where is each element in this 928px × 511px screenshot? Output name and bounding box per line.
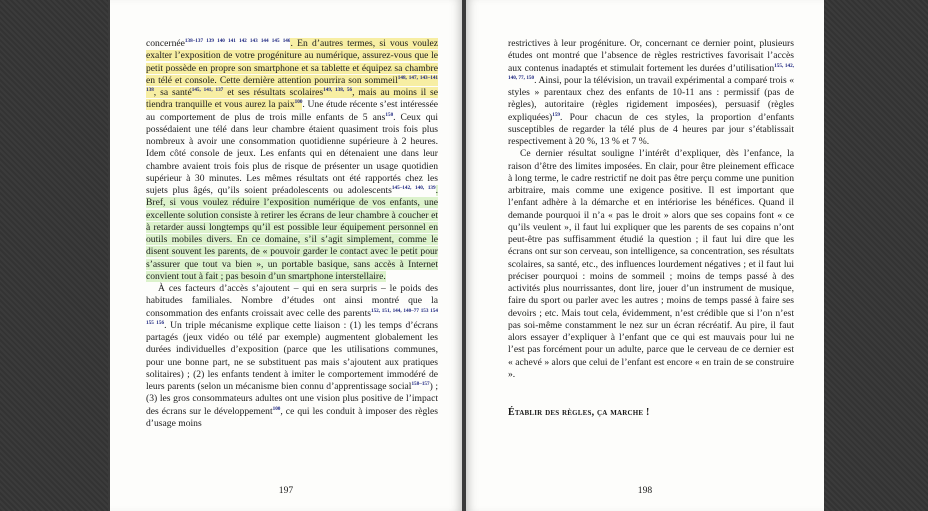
citation-ref[interactable]: 155, 142, 140, 77, 150: [508, 62, 795, 81]
paragraph: [146, 38, 438, 283]
highlight-green: . Bref, si vous voulez réduire l’exposition numérique de vos enfants, une excellente solution consiste à retirer les écrans de leur chambre à coucher et à retarder aussi longtemps qu’il est possible leur équipement personnel en outils mobiles divers. En ce domaine, s’il s’agit simplement, comme le disent souvent les parents, de « pouvoir garder le contact avec le petit pour s’assurer que tout va bien », un portable basique, sans accès à Internet convient tout à fait ; pas besoin d’un smartphone interstellaire.: [146, 185, 439, 282]
text-run: et ses résultats scolaires: [223, 87, 324, 98]
text-run: . Ceux qui possédaient une télé dans leur chambre étaient quasiment trois fois plus nombreux à avoir une consommation quotidienne supérieure à 2 heures. Idem côté console de jeux. Les enfants qui en détenaient une dans leur chambre avaient trois fois plus de risque de présenter un usage quotidien supérieur à 30 minutes. Les mêmes résultats ont été rapportés chez les sujets plus âgés, qu’ils soient préadolescents ou adolescents: [146, 111, 438, 196]
text-run: concernée: [146, 38, 185, 49]
paragraph: Ce dernier résultat souligne l’intérêt d’expliquer, dès l’enfance, la raison d’être des limites imposées. En clair, pour être pleinement efficace à long terme, le cadre restrictif ne doit pas être perçu comme une punition arbitraire, mais comme une exigence positive. Il est important que l’enfant adhère à la démarche et en intériorise les bénéfices. Quand il demande pourquoi il n’a « pas le droit » alors que ses copains font « ce qu’ils veulent », il faut lui expliquer que les parents de ses copains n’ont peut-être pas suffisamment étudié la question ; il faut lui dire que les écrans ont sur son cerveau, son intelligence, sa concentration, ses résultats scolaires, sa santé, etc., des influences lourdement négatives ; et il faut lui préciser pourquoi : moins de sommeil ; moins de temps passé à des activités plus nourrissantes, dont lire, jouer d’un instrument de musique, faire du sport ou parler avec les autres ; moins de temps passé à faire ses devoirs ; etc. Mais tout cela, évidemment, n’est crédible que si l’on n’est pas soi-même constamment le nez sur un écran récréatif. Au pire, il faut alors essayer d’expliquer à l’enfant que ce qui est mauvais pour lui ne l’est pas forcément pour un adulte, parce que le cerveau de ce dernier est « achevé » alors que celui de l’enfant est encore « en train de se construire ».: [508, 148, 794, 380]
paragraph: [146, 283, 438, 430]
citation-ref[interactable]: 149, 138, 56: [323, 86, 353, 93]
text-run: . En d’autres termes, si vous voulez exalter l’exposition de votre progéniture au numérique, assurez-vous que le petit possède en propre son smartphone et sa tablette et équipez sa chambre en télé et console. Cette dernière attention pourrira son sommeil: [146, 38, 438, 86]
paragraph: [508, 38, 794, 148]
citation-ref[interactable]: 148, 147, 143–141 138: [146, 74, 439, 93]
citation-ref[interactable]: 145–142, 140, 139: [391, 184, 436, 191]
viewer-background-right: [824, 0, 928, 511]
citation-ref[interactable]: 152, 151, 144, 140–77 153 154 155 156: [146, 307, 438, 326]
text-run: , mais au moins il se tiendra tranquille et vous aurez la paix: [146, 87, 439, 111]
text-run: restrictives à leur progéniture. Or, concernant ce dernier point, plusieurs études ont montré que l’absence de règles restrictives favorisait l’accès aux contenus inadaptés et stimulait fortement les durées d’utilisation: [508, 38, 794, 74]
citation-ref[interactable]: 158–157: [411, 380, 430, 387]
text-run: . Ainsi, pour la télévision, un travail expérimental a comparé trois « styles » parentaux chez des enfants de 10-11 ans : permissif (pas de règles), autoritaire (règles rigidement imposées), persuasif (règles expliquées): [508, 74, 794, 123]
page-number: 198: [637, 485, 653, 496]
text-run: À ces facteurs d’accès s’ajoutent – qui en sera surpris – le poids des habitudes familiales. Nombre d’études ont ainsi montré que la consommation des enfants croissait avec celle des parents: [146, 283, 438, 319]
page-body-right: [508, 38, 794, 381]
section-heading: Établir des règles, ça marche !: [508, 407, 650, 418]
viewer-background-left: [0, 0, 108, 511]
citation-ref[interactable]: 100: [272, 405, 281, 412]
book-page-left: [110, 0, 462, 511]
book-page-right: [466, 0, 824, 511]
citation-ref[interactable]: 159: [552, 111, 561, 118]
page-body-left: [146, 38, 438, 430]
text-run: , ce qui les conduit à imposer des règles d’usage moins: [146, 405, 438, 429]
citation-ref[interactable]: 150: [385, 111, 394, 118]
text-run: ) ; (3) les gros consommateurs adultes ont une vision plus positive de l’impact des écrans sur le développement: [146, 381, 438, 417]
citation-ref[interactable]: 138–137 139 140 141 142 143 144 145 146: [184, 37, 291, 44]
citation-ref[interactable]: 145, 141, 137: [191, 86, 224, 93]
citation-ref[interactable]: 100: [294, 99, 303, 106]
text-run: . Pour chacun de ces styles, la proportion d’enfants susceptibles de regarder la télé plus de 4 heures par jour s’établissait respectivement à 20 %, 13 % et 7 %.: [508, 111, 794, 147]
text-run: . Un triple mécanisme explique cette liaison : (1) les temps d’écrans partagés (jeux vidéo ou télé par exemple) augmentent globalement les durées individuelles d’exposition (parce que les utilisations communes, pour une bonne part, ne se substituent pas mais s’ajoutent aux pratiques solitaires) ; (2) les enfants tendent à imiter le comportement immodéré de leurs parents (selon un mécanisme bien connu d’apprentissage social: [146, 319, 439, 392]
text-run: , sa santé: [153, 87, 192, 98]
page-number: 197: [278, 485, 294, 496]
text-run: . Une étude récente s’est intéressée au comportement de plus de trois mille enfants de 5 ans: [146, 99, 438, 123]
